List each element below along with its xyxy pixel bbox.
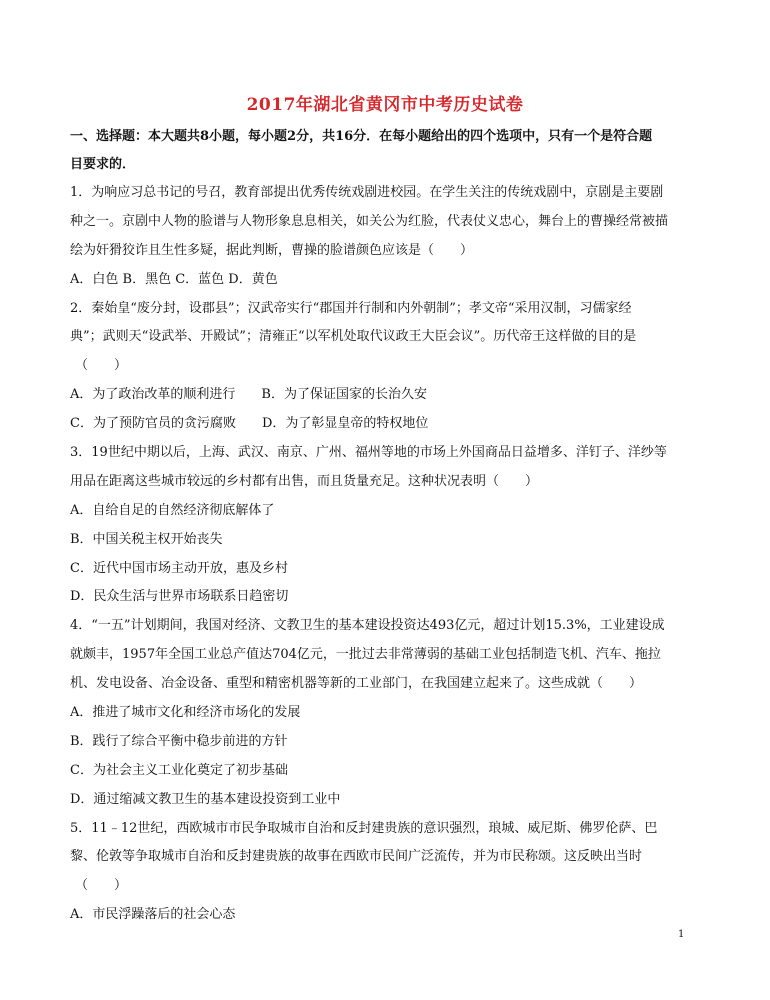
section-heading-line: 目要求的． [70,157,136,172]
question-3-option-c: C．近代中国市场主动开放，惠及乡村 [70,560,288,576]
question-2-line: 典”；武则天“设武举、开殿试”；清雍正“以军机处取代议政王大臣会议”。历代帝王这样做的目的是 [70,329,637,345]
question-2-line: 2．秦始皇“废分封，设郡县”；汉武帝实行“郡国并行制和内外朝制”；孝文帝“采用汉制，习儒家经 [70,300,632,316]
section-heading-line: 一、选择题：本大题共8小题，每小题2分，共16分．在每小题给出的四个选项中，只有一个是符合题 [70,129,653,144]
question-3-line: 用品在距离这些城市较远的乡村都有出售，而且货量充足。这种状况表明（ ） [70,473,539,489]
question-4-line: 4．“一五”计划期间，我国对经济、文教卫生的基本建设投资达493亿元，超过计划15.3%，工业建设成 [70,618,665,634]
question-4-option-a: A．推进了城市文化和经济市场化的发展 [70,705,301,721]
question-3-option-a: A．自给自足的自然经济彻底解体了 [70,502,275,518]
question-5-line: （ ） [75,878,128,894]
question-5-option-a: A．市民浮躁落后的社会心态 [70,907,236,923]
question-3-line: 3．19世纪中期以后，上海、武汉、南京、广州、福州等地的市场上外国商品日益增多、洋钉子、洋纱等 [70,445,667,461]
question-2-line: （ ） [75,358,128,374]
question-5-line: 黎、伦敦等争取城市自治和反封建贵族的故事在西欧市民间广泛流传，并为市民称颂。这反映出当时 [70,849,643,865]
question-4-option-d: D．通过缩减文教卫生的基本建设投资到工业中 [70,791,341,807]
question-5-line: 5．11﹣12世纪，西欧城市市民争取城市自治和反封建贵族的意识强烈，琅城、威尼斯、佛罗伦萨、巴 [70,820,658,836]
section-heading [70,123,700,179]
question-1-line: 绘为奸猾狡诈且生性多疑，据此判断，曹操的脸谱颜色应该是（ ） [70,242,474,258]
question-4-option-b: B．践行了综合平衡中稳步前进的方针 [70,733,288,749]
question-3-option-b: B．中国关税主权开始丧失 [70,531,223,547]
question-1-options: A．白色 B．黑色 C．蓝色 D．黄色 [70,271,278,287]
question-4-line: 机、发电设备、冶金设备、重型和精密机器等新的工业部门，在我国建立起来了。这些成就（ ） [70,676,643,692]
question-2-options: A．为了政治改革的顺利进行 B．为了保证国家的长治久安 [70,387,427,403]
question-2-options: C．为了预防官员的贪污腐败 D．为了彰显皇帝的特权地位 [70,416,429,432]
question-body [70,179,710,930]
exam-title: 2017年湖北省黄冈市中考历史试卷 [246,95,524,115]
question-1-line: 1．为响应习总书记的号召，教育部提出优秀传统戏剧进校园。在学生关注的传统戏剧中，京剧是主要剧 [70,185,664,200]
question-3-option-d: D．民众生活与世界市场联系日趋密切 [70,589,289,605]
question-4-option-c: C．为社会主义工业化奠定了初步基础 [70,762,288,778]
question-1-line: 种之一。京剧中人物的脸谱与人物形象息息相关，如关公为红脸，代表仗义忠心，舞台上的曹操经常被描 [70,213,669,229]
page-number: 1 [678,929,685,940]
question-4-line: 就颇丰，1957年全国工业总产值达704亿元，一批过去非常薄弱的基础工业包括制造飞机、汽车、拖拉 [70,647,661,663]
